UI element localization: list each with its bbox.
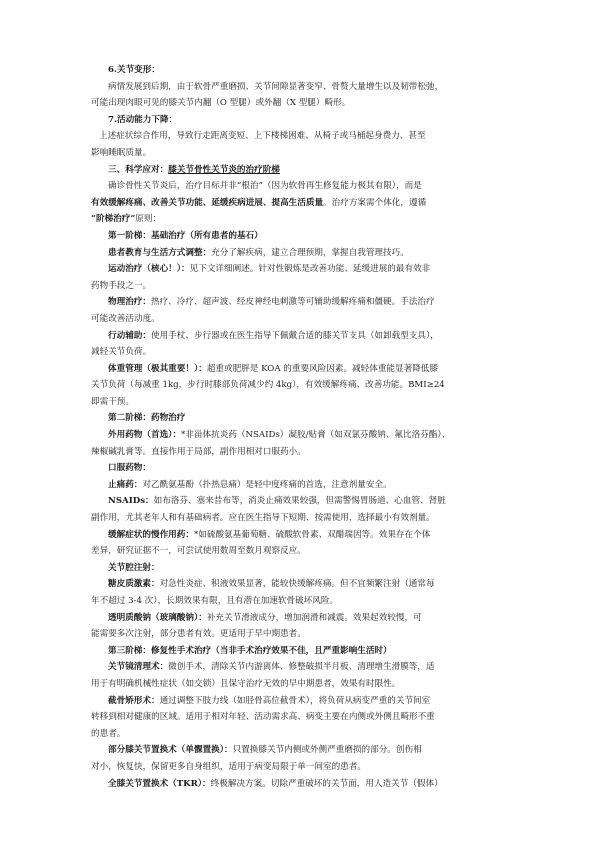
paragraph-line [91,128,511,145]
body-text: 充分了解疾病，建立合理预期，掌握自我管理技巧。 [211,247,409,258]
body-text: 药物手段之一。 [91,280,152,291]
bold-text: 止痛药： [108,479,143,490]
section-heading [91,410,511,427]
body-text: 确诊骨性关节炎后，治疗目标并非“根治”（因为软骨再生修复能力极其有限），而是 [108,181,422,192]
bold-text: 缓解症状的慢作用药： [108,529,194,540]
bold-text: 糖皮质激素： [108,579,160,590]
body-text: *如硫酸氨基葡萄糖、硫酸软骨素、双醋瑞因等。效果存在个体 [193,529,431,540]
bold-text: “阶梯治疗” [91,214,136,225]
body-text: 对小，恢复快，保留更多自身组织，适用于病变局限于单一间室的患者。 [91,761,367,772]
body-text: 通过调整下肢力线（如胫骨高位截骨术），将负荷从病变严重的关节间室 [159,695,431,706]
body-text: 超重或肥胖是 KOA 的重要风险因素。减轻体重能显著降低膝 [206,363,438,374]
paragraph-line [91,195,511,212]
bold-text: 7.活动能力下降： [108,114,178,125]
section-heading [91,162,511,179]
paragraph-line [91,394,511,411]
paragraph-line [91,294,511,311]
paragraph-line [91,245,511,262]
bold-text: NSAIDs： [108,496,154,507]
bold-text: 透明质酸钠（玻璃酸钠）： [108,612,207,623]
body-text: 副作用，尤其老年人和有基础病者。应在医生指导下短期、按需使用，选择最小有效剂量。 [91,513,435,524]
bold-text: 三、科学应对： [108,164,169,175]
body-text: 如布洛芬、塞来昔布等，消炎止痛效果较强，但需警惕胃肠道、心血管、肾脏 [153,496,446,507]
paragraph-line [91,693,511,710]
paragraph-line [91,510,511,527]
body-text: 辣椒碱乳膏等。直接作用于局部，副作用相对口服药小。 [91,446,306,457]
bold-text: 外用药物（首选）： [108,430,182,441]
paragraph-line [91,444,511,461]
paragraph-line [91,311,511,328]
section-heading [91,643,511,660]
bold-text: 口服药物： [108,463,151,474]
paragraph-line [91,460,511,477]
body-text: 补充关节滑液成分，增加润滑和减震。效果起效较慢，可 [206,612,422,623]
body-text: 减轻关节负荷。 [91,347,152,358]
bold-text: 第三阶梯：修复性手术治疗（当非手术治疗效果不佳，且严重影响生活时） [108,645,392,656]
body-text: 微创手术，清除关节内游离体、修整破损半月板、清理增生滑膜等，适 [168,662,435,673]
body-text: 使用手杖、步行器或在医生指导下佩戴合适的膝关节支具（如卸载型支具）， [150,330,439,341]
body-text: 用于有明确机械性症状（如交锁）且保守治疗无效的早中期患者，效果有时限性。 [91,678,401,689]
bold-text: 6.关节变形： [108,65,160,75]
paragraph-line [91,95,511,112]
body-text: 对乙酰氨基酚（扑热息痛）是轻中度疼痛的首选，注意剂量安全。 [142,479,392,490]
paragraph-line [91,576,511,593]
paragraph-line [91,427,511,444]
body-text: 年不超过 3-4 次），长期效果有限，且有潜在加速软骨破坏风险。 [91,596,339,606]
body-text: 。治疗方案需个体化，遵循 [323,197,427,208]
bold-text: 运动治疗（核心！）： [108,264,190,275]
bold-text: 物理治疗： [108,297,151,308]
paragraph-line [91,211,511,228]
paragraph-line [91,328,511,345]
body-text: 原则： [135,214,162,225]
paragraph-line [91,593,511,610]
body-text: *非甾体抗炎药（NSAIDs）凝胶/贴膏（如双氯芬酸钠、氟比洛芬酯）、 [181,430,451,441]
bold-text: 患者教育与生活方式调整： [108,247,212,258]
paragraph-line [91,742,511,759]
section-heading [91,228,511,245]
bold-text: 部分膝关节置换术（单髁置换）： [108,745,233,756]
paragraph-line [91,709,511,726]
body-text: 只置换膝关节内侧或外侧严重磨损的部分。创伤相 [232,745,422,756]
body-text: 即需干预。 [91,396,134,407]
paragraph-line [91,477,511,494]
body-text: 的患者。 [91,728,126,739]
paragraph-line [91,543,511,560]
body-text: 热疗、冷疗、超声波、经皮神经电刺激等可辅助缓解疼痛和僵硬。手法治疗 [150,297,435,308]
paragraph-line [91,493,511,510]
paragraph-line [91,344,511,361]
bold-text: 第一阶梯：基础治疗（所有患者的基石） [108,230,263,241]
paragraph-line [91,659,511,676]
paragraph-line [91,726,511,743]
paragraph-line [91,178,511,195]
bold-text: 第二阶梯：药物治疗 [108,413,186,424]
body-text: 转移到相对健康的区域。适用于相对年轻、活动需求高、病变主要在内侧或外侧且畸形不重 [91,712,435,723]
paragraph-line [91,261,511,278]
bold-text: 行动辅助： [108,330,151,341]
bold-text: 有效缓解疼痛、改善关节功能、延缓疾病进展、提高生活质量 [91,197,324,208]
paragraph-line [91,676,511,693]
bold-text: 体重管理（极其重要！）： [108,363,207,374]
paragraph-line [91,527,511,544]
paragraph-line [91,759,511,776]
body-text: 上述症状综合作用，导致行走距离变短、上下楼梯困难、从椅子或马桶起身费力、甚至 [99,131,426,142]
section-heading [91,560,511,577]
paragraph-line [91,278,511,295]
paragraph-line [91,145,511,162]
body-text: 可能出现肉眼可见的膝关节内翻（O 型腿）或外翻（X 型腿）畸形。 [91,98,351,109]
body-text: 可能改善活动度。 [91,313,160,324]
paragraph-line [91,626,511,643]
bold-text: 关节腔注射： [108,562,160,573]
document-body [91,62,511,792]
bold-text: 截骨矫形术： [108,695,160,706]
body-text: 关节负荷（每减重 1kg，步行时膝部负荷减少约 4kg），有效缓解疼痛、改善功能。BMI≥24 [91,380,445,391]
bold-text: 膝关节骨性关节炎的治疗阶梯 [168,164,280,175]
body-text: 影响睡眠质量。 [91,147,152,158]
bold-text: 全膝关节置换术（TKR）： [108,778,211,789]
paragraph-line [91,610,511,627]
paragraph-line [91,79,511,96]
section-heading [91,112,511,129]
section-heading [91,62,511,79]
paragraph-line [91,361,511,378]
paragraph-line [91,377,511,394]
body-text: 终极解决方案。切除严重破坏的关节面，用人造关节（假体） [210,778,443,789]
body-text: 对急性炎症、积液效果显著，能较快缓解疼痛。但不宜频繁注射（通常每 [159,579,435,590]
bold-text: 关节镜清理术： [108,662,169,673]
paragraph-line [91,776,511,793]
body-text: 见下文详细阐述。针对性锻炼是改善功能、延缓进展的最有效非 [189,264,431,275]
body-text: 能需要多次注射，部分患者有效。更适用于早中期患者。 [91,629,306,640]
body-text: 差异，研究证据不一，可尝试使用数周至数月观察反应。 [91,546,306,557]
body-text: 病情发展到后期，由于软骨严重磨损、关节间隙显著变窄、骨赘大量增生以及韧带松弛， [108,81,444,92]
